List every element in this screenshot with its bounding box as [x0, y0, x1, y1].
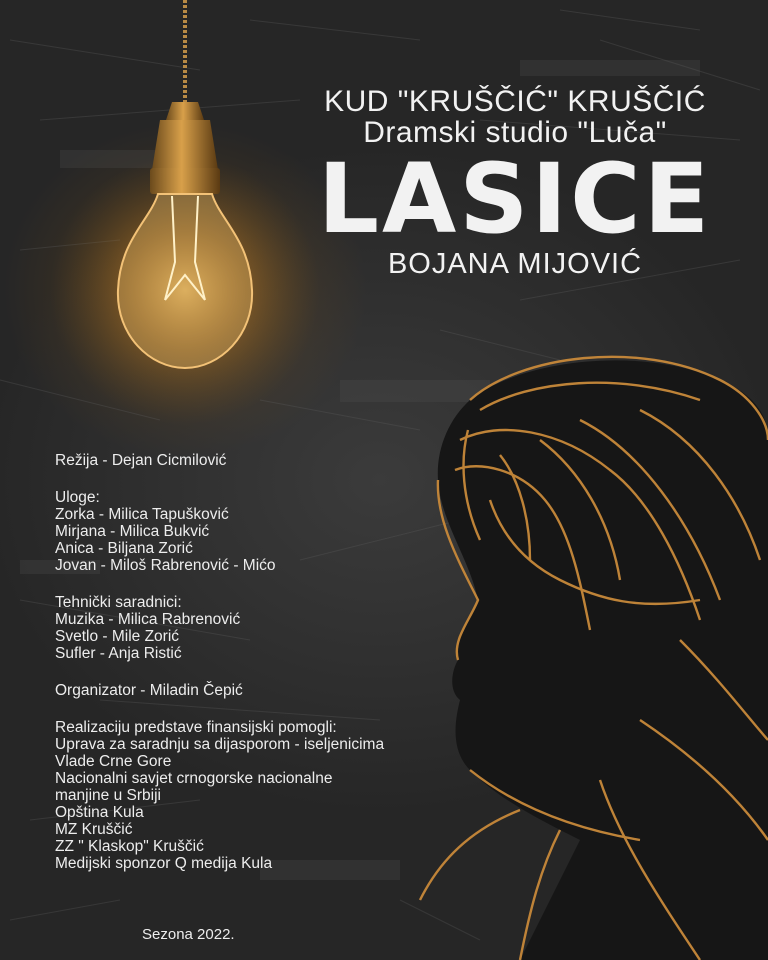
season-label: Sezona 2022.	[142, 926, 235, 943]
direction-credit: Režija - Dejan Cicmilović	[55, 452, 227, 469]
light-bulb-icon	[50, 0, 320, 425]
role-line: Jovan - Miloš Rabrenović - Mićo	[55, 557, 276, 574]
technical-line: Sufler - Anja Ristić	[55, 645, 182, 662]
credits	[55, 452, 485, 872]
organizer-credit: Organizator - Miladin Čepić	[55, 682, 243, 699]
role-line: Zorka - Milica Tapušković	[55, 506, 229, 523]
sponsor-line: Vlade Crne Gore	[55, 753, 172, 770]
play-title: LASICE	[317, 143, 713, 255]
sponsors-heading: Realizaciju predstave finansijski pomogli:	[55, 719, 337, 736]
sponsor-line: MZ Kruščić	[55, 821, 133, 838]
studio-name: Dramski studio "Luča"	[363, 116, 667, 149]
sponsor-line: manjine u Srbiji	[55, 787, 161, 804]
header	[300, 86, 730, 280]
sponsor-line: Nacionalni savjet crnogorske nacionalne	[55, 770, 333, 787]
role-line: Mirjana - Milica Bukvić	[55, 523, 210, 540]
play-author: BOJANA MIJOVIĆ	[387, 248, 643, 280]
technical-line: Svetlo - Mile Zorić	[55, 628, 180, 645]
sponsor-line: ZZ " Klaskop" Kruščić	[55, 838, 204, 855]
sponsor-line: Medijski sponzor Q medija Kula	[55, 855, 273, 872]
technical-line: Muzika - Milica Rabrenović	[55, 611, 241, 628]
technical-heading: Tehnički saradnici:	[55, 594, 182, 611]
role-line: Anica - Biljana Zorić	[55, 540, 193, 557]
organization-name: KUD "KRUŠČIĆ" KRUŠČIĆ	[324, 85, 706, 118]
sponsor-line: Opština Kula	[55, 804, 144, 821]
sponsor-line: Uprava za saradnju sa dijasporom - iseljenicima	[55, 736, 385, 753]
roles-heading: Uloge:	[55, 489, 100, 506]
